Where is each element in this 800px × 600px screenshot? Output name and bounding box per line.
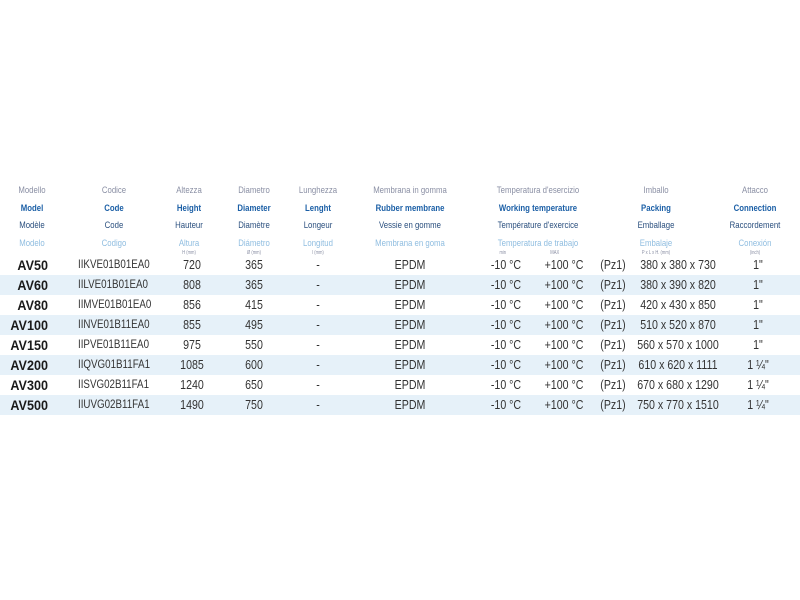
cell-tmax: +100 °C — [544, 258, 584, 272]
cell-packing: 670 x 680 x 1290 — [637, 378, 719, 392]
header-length-lang-3: Longitud — [303, 237, 333, 249]
cell-height: 855 — [183, 318, 201, 332]
cell-tmax: +100 °C — [544, 398, 584, 412]
cell-length: - — [316, 378, 320, 392]
cell-diameter: 365 — [245, 258, 263, 272]
cell-tmax: +100 °C — [544, 298, 584, 312]
header-temperature-lang-1: Working temperature — [498, 202, 578, 214]
header-packing-lang-3: Embalaje — [639, 237, 673, 249]
header-membrane-lang-1: Rubber membrane — [375, 202, 445, 214]
cell-model: AV300 — [10, 377, 48, 393]
cell-length: - — [316, 338, 320, 352]
cell-packing: 420 x 430 x 850 — [640, 298, 716, 312]
cell-connection: 1" — [753, 298, 763, 312]
cell-diameter: 365 — [245, 278, 263, 292]
header-temperature-lang-0: Temperatura d'esercizio — [496, 185, 580, 196]
header-membrane-lang-2: Vessie en gomme — [379, 220, 441, 231]
cell-diameter: 550 — [245, 338, 263, 352]
cell-membrane: EPDM — [394, 298, 426, 312]
header-connection-lang-1: Connection — [733, 202, 777, 214]
table-body — [0, 255, 800, 415]
cell-tmin: -10 °C — [490, 318, 522, 332]
header-code-lang-3: Codigo — [101, 237, 127, 249]
header-diameter-lang-0: Diametro — [238, 185, 270, 196]
cell-code: IIUVG02B11FA1 — [78, 399, 150, 411]
header-connection-lang-3: Conexión — [738, 237, 772, 249]
cell-diameter: 415 — [245, 298, 263, 312]
table-row — [0, 275, 800, 295]
cell-tmin: -10 °C — [490, 298, 522, 312]
header-packing-unit: P x L x H. (mm) — [641, 250, 671, 256]
cell-length: - — [316, 258, 320, 272]
header-height-lang-3: Altura — [178, 237, 200, 249]
header-code-lang-2: Code — [104, 220, 124, 231]
table-row — [0, 315, 800, 335]
cell-connection: 1" — [753, 338, 763, 352]
header-diameter-lang-1: Diameter — [237, 202, 271, 214]
temp-min-label: min — [499, 250, 507, 256]
cell-packing: 510 x 520 x 870 — [640, 318, 716, 332]
cell-tmax: +100 °C — [544, 338, 584, 352]
cell-tmin: -10 °C — [490, 278, 522, 292]
header-diameter-unit: Ø (mm) — [247, 250, 261, 256]
cell-membrane: EPDM — [394, 258, 426, 272]
cell-membrane: EPDM — [394, 358, 426, 372]
header-model-lang-0: Modello — [18, 185, 46, 196]
header-packing-lang-1: Packing — [641, 202, 671, 214]
cell-tmax: +100 °C — [544, 278, 584, 292]
cell-code: IINVE01B11EA0 — [78, 319, 150, 331]
cell-code: IIQVG01B11FA1 — [78, 359, 151, 371]
header-code — [81, 182, 147, 252]
cell-model: AV100 — [10, 317, 48, 333]
cell-model: AV80 — [17, 297, 48, 313]
temp-max-label: MAX — [550, 250, 560, 256]
header-code-lang-1: Code — [104, 202, 124, 214]
header-packing — [619, 182, 693, 256]
header-temperature-lang-2: Température d'exercice — [497, 220, 579, 231]
cell-pz: (Pz1) — [600, 338, 626, 352]
cell-diameter: 600 — [245, 358, 263, 372]
cell-tmin: -10 °C — [490, 258, 522, 272]
header-packing-lang-0: Imballo — [643, 185, 669, 196]
header-height-lang-1: Height — [176, 202, 202, 214]
cell-code: IIKVE01B01EA0 — [78, 259, 150, 271]
header-connection — [718, 182, 792, 256]
cell-tmax: +100 °C — [544, 378, 584, 392]
cell-packing: 560 x 570 x 1000 — [637, 338, 719, 352]
cell-tmax: +100 °C — [544, 318, 584, 332]
cell-pz: (Pz1) — [600, 298, 626, 312]
cell-length: - — [316, 358, 320, 372]
cell-connection: 1" — [753, 278, 763, 292]
table-row — [0, 395, 800, 415]
header-diameter-lang-3: Diámetro — [238, 237, 270, 249]
cell-code: IIMVE01B01EA0 — [78, 299, 152, 311]
cell-diameter: 750 — [245, 398, 263, 412]
cell-tmax: +100 °C — [544, 358, 584, 372]
cell-diameter: 495 — [245, 318, 263, 332]
cell-pz: (Pz1) — [600, 378, 626, 392]
header-height-unit: H (mm) — [182, 250, 196, 256]
cell-height: 975 — [183, 338, 201, 352]
cell-length: - — [316, 398, 320, 412]
header-connection-lang-0: Attacco — [742, 185, 768, 196]
table-row — [0, 295, 800, 315]
cell-height: 856 — [183, 298, 201, 312]
header-height — [164, 182, 213, 256]
cell-pz: (Pz1) — [600, 258, 626, 272]
cell-packing: 750 x 770 x 1510 — [637, 398, 719, 412]
cell-connection: 1" — [753, 258, 763, 272]
cell-height: 808 — [183, 278, 201, 292]
header-temperature — [485, 182, 592, 256]
cell-membrane: EPDM — [394, 318, 426, 332]
header-membrane-lang-3: Membrana en goma — [375, 237, 445, 249]
cell-pz: (Pz1) — [600, 278, 626, 292]
header-length-unit: l (mm) — [312, 250, 324, 256]
cell-connection: 1" — [753, 318, 763, 332]
cell-membrane: EPDM — [394, 378, 426, 392]
cell-membrane: EPDM — [394, 338, 426, 352]
header-connection-lang-2: Raccordement — [729, 220, 781, 231]
header-connection-unit: (inch) — [749, 250, 761, 256]
cell-length: - — [316, 278, 320, 292]
header-length-lang-0: Lunghezza — [298, 185, 338, 196]
cell-height: 1085 — [180, 358, 204, 372]
header-length-lang-1: Lenght — [305, 202, 331, 214]
header-diameter-lang-2: Diamètre — [238, 220, 270, 231]
cell-code: IIPVE01B11EA0 — [78, 339, 150, 351]
header-height-lang-2: Hauteur — [175, 220, 203, 231]
header-temperature-lang-3: Temperatura de trabajo — [497, 237, 579, 249]
header-model-lang-2: Modèle — [19, 220, 45, 231]
cell-tmin: -10 °C — [490, 338, 522, 352]
cell-connection: 1 ¼" — [747, 378, 769, 392]
cell-membrane: EPDM — [394, 398, 426, 412]
header-diameter — [229, 182, 278, 256]
cell-model: AV200 — [10, 357, 48, 373]
table-row — [0, 355, 800, 375]
cell-model: AV60 — [17, 277, 48, 293]
table-row — [0, 335, 800, 355]
cell-height: 1490 — [180, 398, 204, 412]
cell-tmin: -10 °C — [490, 378, 522, 392]
table-row — [0, 255, 800, 275]
header-code-lang-0: Codice — [101, 185, 127, 196]
cell-pz: (Pz1) — [600, 398, 626, 412]
cell-diameter: 650 — [245, 378, 263, 392]
cell-pz: (Pz1) — [600, 358, 626, 372]
header-model-lang-1: Model — [20, 202, 44, 214]
cell-code: IILVE01B01EA0 — [78, 279, 148, 291]
header-height-lang-0: Altezza — [176, 185, 202, 196]
table-row — [0, 375, 800, 395]
cell-length: - — [316, 298, 320, 312]
cell-membrane: EPDM — [394, 278, 426, 292]
cell-tmin: -10 °C — [490, 398, 522, 412]
header-length — [289, 182, 346, 256]
cell-packing: 610 x 620 x 1111 — [638, 358, 718, 372]
header-membrane-lang-0: Membrana in gomma — [373, 185, 447, 196]
cell-pz: (Pz1) — [600, 318, 626, 332]
header-model-lang-3: Modelo — [19, 237, 45, 249]
cell-model: AV150 — [10, 337, 48, 353]
cell-height: 1240 — [180, 378, 204, 392]
cell-connection: 1 ¼" — [747, 398, 769, 412]
header-length-lang-2: Longeur — [303, 220, 333, 231]
cell-connection: 1 ¼" — [747, 358, 769, 372]
cell-packing: 380 x 380 x 730 — [640, 258, 716, 272]
cell-model: AV50 — [17, 257, 48, 273]
header-membrane — [365, 182, 455, 252]
cell-length: - — [316, 318, 320, 332]
cell-code: IISVG02B11FA1 — [78, 379, 150, 391]
cell-model: AV500 — [10, 397, 48, 413]
cell-tmin: -10 °C — [490, 358, 522, 372]
header-packing-lang-2: Emballage — [637, 220, 675, 231]
header-model — [3, 182, 60, 252]
cell-packing: 380 x 390 x 820 — [640, 278, 716, 292]
cell-height: 720 — [183, 258, 201, 272]
